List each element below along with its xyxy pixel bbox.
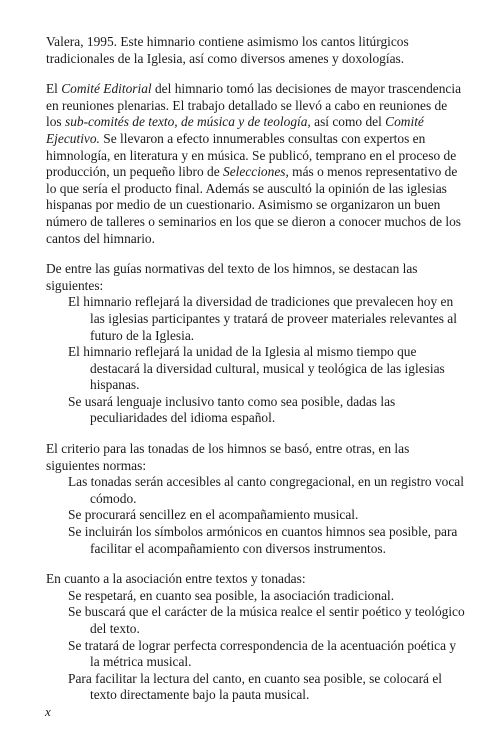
text-run: del himnario tomó las decisiones de mayor trascendencia en reuniones plenarias. El trabajo detallado se llevó a cabo en reuniones de los	[46, 81, 462, 130]
emphasis-sub-comites: sub-comités de texto, de música y de teología,	[64, 114, 311, 130]
text-run: , más o menos representativo de lo que sería el producto final. Además se auscultó la opinión de las iglesias hispanas por medio de un cuestionario. Asimismo se organizaron un buen número de talleres o seminarios en los que se dieron a conocer muchos de los cantos del himnario.	[46, 164, 461, 246]
section-intro: De entre las guías normativas del texto de los himnos, se destacan las siguientes:	[46, 261, 418, 293]
paragraph-editorial-committee	[46, 81, 466, 247]
text-run: así como del	[310, 114, 386, 130]
list-item: Para facilitar la lectura del canto, en cuanto sea posible, se colocará el texto directamente bajo la pauta musical.	[68, 670, 443, 703]
list-item: El himnario reflejará la unidad de la Iglesia al mismo tiempo que destacará la diversidad cultural, musical y teológica de las iglesias hispanas.	[68, 344, 445, 393]
section-text-guidelines	[46, 261, 466, 427]
emphasis-comite-editorial: Comité Editorial	[61, 81, 152, 97]
list-item: Las tonadas serán accesibles al canto congregacional, en un registro vocal cómodo.	[68, 474, 464, 506]
section-text-tune-association	[46, 571, 466, 704]
text-run: Se llevaron a efecto innumerables consultas con expertos en himnología, en literatura y en música. Se publicó, temprano en el proceso de producción, un pequeño libro de	[46, 130, 457, 180]
page-body	[46, 34, 466, 718]
emphasis-comite-ejecutivo: Comité Ejecutivo.	[46, 114, 424, 146]
text-run: El	[46, 81, 62, 97]
paragraph-intro: Valera, 1995. Este himnario contiene asimismo los cantos litúrgicos tradicionales de la Iglesia, así como diversos amenes y doxologías.	[46, 34, 409, 66]
page-number: x	[45, 704, 51, 719]
list-item: Se tratará de lograr perfecta correspondencia de la acentuación poética y la métrica musical.	[68, 637, 457, 670]
list-item: Se incluirán los símbolos armónicos en cuantos himnos sea posible, para facilitar el acompañamiento con diversos instrumentos.	[68, 524, 458, 556]
section-intro: En cuanto a la asociación entre textos y tonadas:	[46, 571, 306, 587]
list-item: Se procurará sencillez en el acompañamiento musical.	[68, 507, 359, 523]
list-item: Se buscará que el carácter de la música realce el sentir poético y teológico del texto.	[68, 604, 465, 636]
section-intro: El criterio para las tonadas de los himnos se basó, entre otras, en las siguientes normas:	[46, 441, 410, 473]
emphasis-selecciones: Selecciones	[223, 164, 286, 180]
list-item: Se respetará, en cuanto sea posible, la asociación tradicional.	[68, 587, 395, 603]
list-item: Se usará lenguaje inclusivo tanto como sea posible, dadas las peculiaridades del idioma español.	[68, 393, 396, 426]
list-item: El himnario reflejará la diversidad de tradiciones que prevalecen hoy en las iglesias participantes y tratará de proveer materiales relevantes al futuro de la Iglesia.	[68, 294, 457, 343]
section-tune-criteria	[46, 441, 466, 557]
